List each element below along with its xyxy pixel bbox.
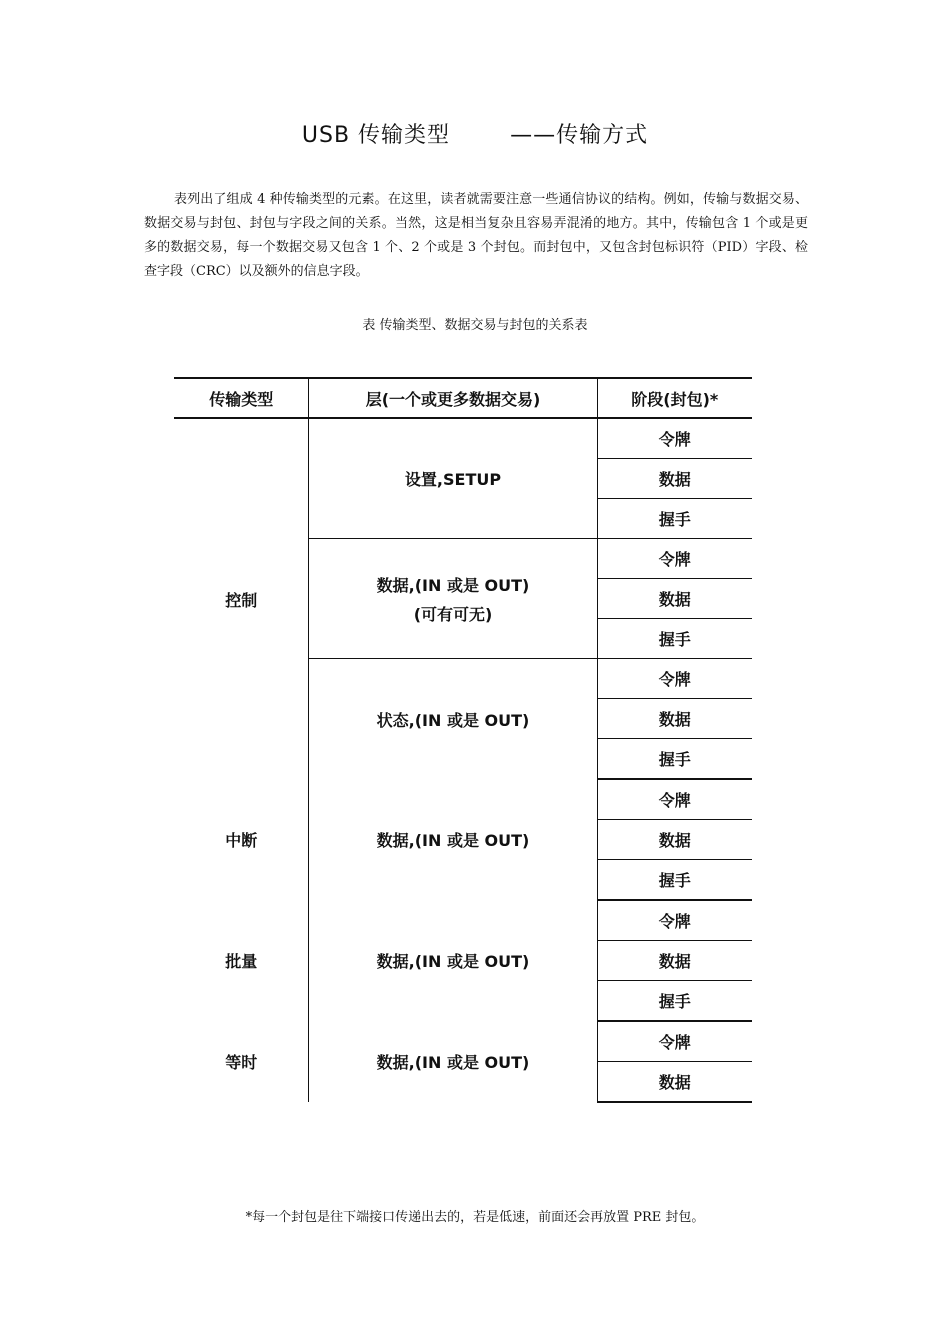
- table-row: [174, 418, 752, 459]
- table-header-row: [174, 378, 752, 418]
- footnote: *每一个封包是往下端接口传递出去的，若是低速，前面还会再放置 PRE 封包。: [245, 1210, 705, 1225]
- phase-cell: 握手: [597, 499, 752, 539]
- transfer-type-cell: 控制: [174, 418, 309, 779]
- layer-cell: [309, 779, 597, 900]
- header-layer: 层(一个或更多数据交易): [309, 378, 597, 418]
- layer-label: 数据,(IN 或是 OUT): [376, 1053, 530, 1072]
- header-transfer-type: 传输类型: [174, 378, 309, 418]
- layer-cell: [309, 900, 597, 1021]
- intro-paragraph: 表列出了组成 4 种传输类型的元素。在这里，读者就需要注意一些通信协议的结构。例如，传输与数据交易、数据交易与封包、封包与字段之间的关系。当然，这是相当复杂且容易弄混淆的地方。其中，传输包含 1 个或是更多的数据交易，每一个数据交易又包含 1 个、2 个或是 3 个封包。而封包中，又包含封包标识符（PID）字段、检查字段（CRC）以及额外的信息字段。: [144, 192, 808, 279]
- phase-cell: 令牌: [597, 418, 752, 459]
- title-suffix: 传输方式: [556, 123, 649, 148]
- layer-label: 数据,(IN 或是 OUT): [376, 575, 530, 595]
- phase-cell: 握手: [597, 981, 752, 1022]
- title-dash: ——: [510, 123, 557, 148]
- layer-cell: [309, 1021, 597, 1102]
- layer-label: 数据,(IN 或是 OUT): [376, 952, 530, 971]
- layer-note: (可有可无): [413, 604, 493, 624]
- phase-cell: 数据: [597, 941, 752, 981]
- title-main: USB 传输类型: [301, 123, 451, 148]
- table-caption: 表 传输类型、数据交易与封包的关系表: [362, 318, 588, 333]
- layer-cell: [309, 659, 597, 780]
- table-row: [174, 779, 752, 820]
- phase-cell: 数据: [597, 459, 752, 499]
- header-phase: 阶段(封包)*: [597, 378, 752, 418]
- phase-cell: 令牌: [597, 539, 752, 579]
- layer-label: 数据,(IN 或是 OUT): [376, 831, 530, 850]
- phase-cell: 握手: [597, 739, 752, 780]
- layer-cell: [309, 539, 597, 659]
- phase-cell: 数据: [597, 820, 752, 860]
- page-title: [0, 118, 950, 149]
- phase-cell: 数据: [597, 579, 752, 619]
- phase-cell: 令牌: [597, 659, 752, 699]
- transfer-type-cell: 中断: [174, 779, 309, 900]
- phase-cell: 握手: [597, 860, 752, 901]
- transfer-type-cell: 等时: [174, 1021, 309, 1102]
- phase-cell: 令牌: [597, 900, 752, 941]
- layer-cell: [309, 418, 597, 539]
- phase-cell: 令牌: [597, 1021, 752, 1062]
- layer-label: 状态,(IN 或是 OUT): [376, 710, 530, 730]
- table-body: [174, 418, 752, 1102]
- table-row: [174, 900, 752, 941]
- relation-table: [174, 377, 752, 1103]
- table-row: [174, 1021, 752, 1062]
- phase-cell: 数据: [597, 1062, 752, 1103]
- phase-cell: 握手: [597, 619, 752, 659]
- phase-cell: 令牌: [597, 779, 752, 820]
- transfer-type-cell: 批量: [174, 900, 309, 1021]
- layer-label: 设置,SETUP: [404, 470, 502, 489]
- phase-cell: 数据: [597, 699, 752, 739]
